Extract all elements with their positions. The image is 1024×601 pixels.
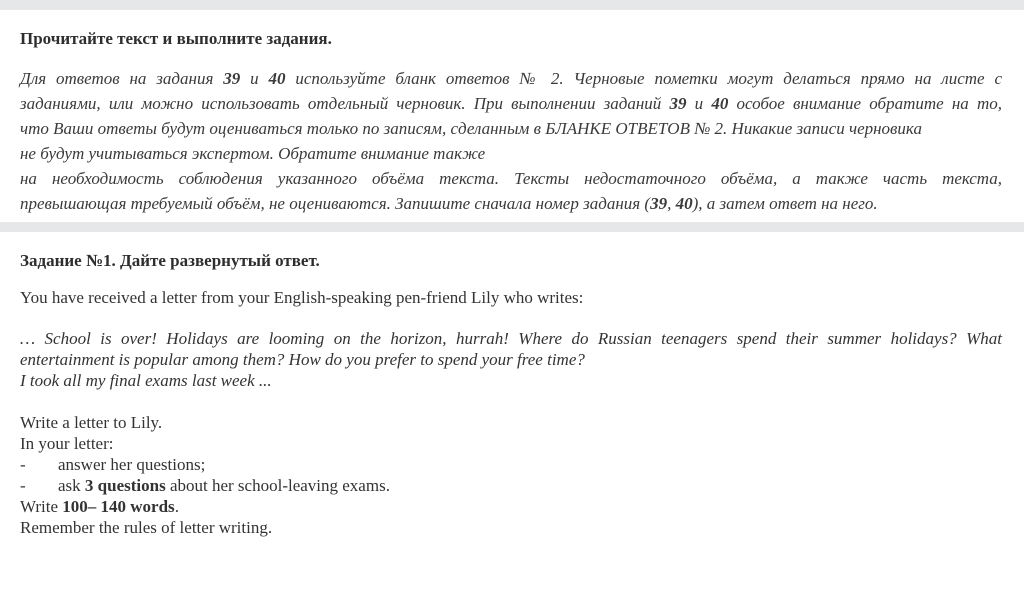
letter-line: I took all my final exams last week ... bbox=[20, 371, 272, 390]
instructions-line: на необходимость соблюдения указанного объёма текста. Тексты недостаточного объёма, а также часть текста, bbox=[20, 169, 1002, 188]
middle-divider bbox=[0, 222, 1024, 232]
task-panel bbox=[0, 232, 1024, 538]
bold-emphasis: 39 bbox=[650, 194, 668, 213]
task-intro: You have received a letter from your English-speaking pen-friend Lily who writes: bbox=[20, 288, 584, 307]
instructions-text bbox=[20, 66, 1002, 216]
instructions-line: Для ответов на задания 39 и 40 используйте бланк ответов № 2. Черновые пометки могут делаться прямо на листе с bbox=[20, 69, 1002, 88]
bold-emphasis: 3 questions bbox=[84, 476, 166, 495]
instructions-line: заданиями, или можно использовать отдельный черновик. При выполнении заданий 39 и 40 особое внимание обратите на то, bbox=[20, 94, 1003, 113]
bullet-item bbox=[20, 454, 1002, 475]
top-divider bbox=[0, 0, 1024, 10]
bold-emphasis: 100– 140 words bbox=[62, 497, 175, 516]
remember-line: Remember the rules of letter writing. bbox=[20, 518, 273, 537]
bold-emphasis: 40 bbox=[711, 94, 729, 113]
instructions-line: превышающая требуемый объём, не оцениваются. Запишите сначала номер задания (39, 40), а затем ответ на него. bbox=[20, 194, 878, 213]
word-count-line: Write 100– 140 words. bbox=[20, 497, 179, 516]
instructions-panel bbox=[0, 10, 1024, 216]
instructions-line: не будут учитываться экспертом. Обратите внимание также bbox=[20, 144, 486, 163]
bullet-dash: - bbox=[20, 455, 26, 474]
bold-emphasis: 40 bbox=[675, 194, 693, 213]
instructions-heading: Прочитайте текст и выполните задания. bbox=[20, 29, 332, 48]
in-your-letter-line: In your letter: bbox=[20, 434, 114, 453]
bold-emphasis: 39 bbox=[223, 69, 241, 88]
task-heading: Задание №1. Дайте развернутый ответ. bbox=[20, 251, 320, 270]
letter-excerpt bbox=[20, 328, 1002, 391]
write-to-line: Write a letter to Lily. bbox=[20, 413, 163, 432]
bullet-item bbox=[20, 475, 1002, 496]
letter-line: … School is over! Holidays are looming on the horizon, hurrah! Where do Russian teenagers spend their summer holidays? What bbox=[20, 329, 1002, 348]
bold-emphasis: 40 bbox=[268, 69, 286, 88]
bold-emphasis: 39 bbox=[669, 94, 687, 113]
letter-line: entertainment is popular among them? How do you prefer to spend your free time? bbox=[20, 350, 585, 369]
task-instructions bbox=[20, 412, 1002, 538]
bullet-text: answer her questions; bbox=[58, 455, 206, 474]
bullet-dash: - bbox=[20, 476, 26, 495]
bullet-text: ask 3 questions about her school-leaving exams. bbox=[58, 476, 390, 495]
instructions-line: что Ваши ответы будут оцениваться только по записям, сделанным в БЛАНКЕ ОТВЕТОВ № 2. Никакие записи черновика bbox=[20, 119, 922, 138]
